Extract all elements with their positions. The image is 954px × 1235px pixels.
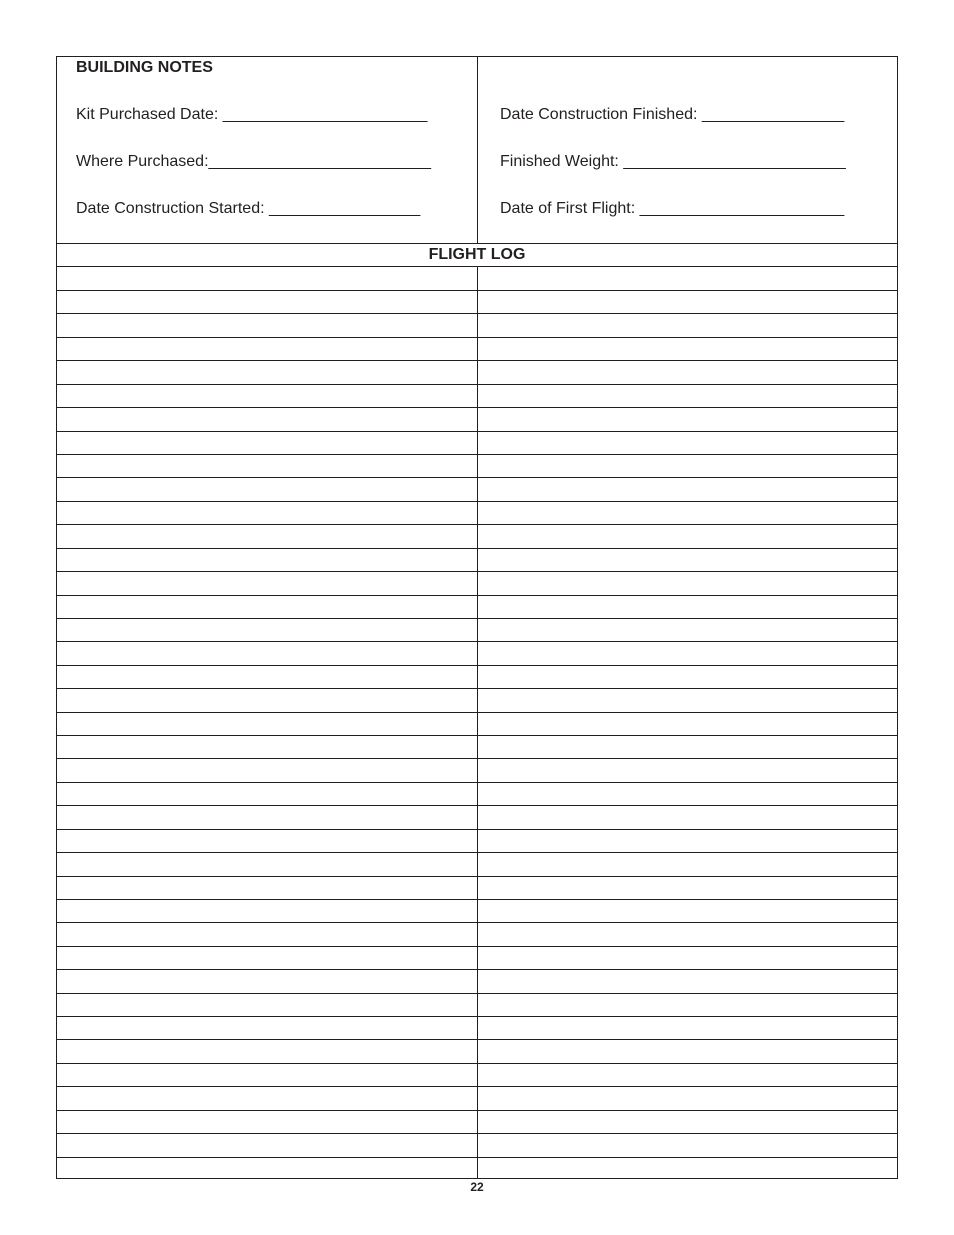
log-row-line	[57, 852, 897, 853]
log-row-line	[57, 876, 897, 877]
log-row-line	[57, 313, 897, 314]
log-row-line	[57, 946, 897, 947]
log-row-line	[57, 969, 897, 970]
log-row-line	[57, 641, 897, 642]
kit-purchased-date-field[interactable]: Kit Purchased Date: _______________________	[76, 106, 428, 123]
finished-weight-field[interactable]: Finished Weight: _________________________	[500, 153, 846, 170]
log-row-line	[57, 571, 897, 572]
log-row-line	[57, 735, 897, 736]
log-row-line	[57, 618, 897, 619]
log-row-line	[57, 993, 897, 994]
log-row-line	[57, 922, 897, 923]
log-row-line	[57, 337, 897, 338]
log-row-line	[57, 758, 897, 759]
log-row-line	[57, 829, 897, 830]
log-row-line	[57, 899, 897, 900]
log-row-line	[57, 454, 897, 455]
flight-log-header	[57, 244, 897, 267]
log-row-line	[57, 805, 897, 806]
form-frame	[56, 56, 898, 1179]
log-row-line	[57, 524, 897, 525]
log-row-line	[57, 431, 897, 432]
log-row-line	[57, 407, 897, 408]
log-row-line	[57, 548, 897, 549]
building-notes-title: BUILDING NOTES	[76, 59, 213, 76]
log-row-line	[57, 501, 897, 502]
log-row-line	[57, 782, 897, 783]
log-row-line	[57, 688, 897, 689]
log-row-line	[57, 595, 897, 596]
log-row-line	[57, 1110, 897, 1111]
date-of-first-flight-field[interactable]: Date of First Flight: _______________________	[500, 200, 845, 217]
building-notes-section	[57, 57, 897, 244]
flight-log-title: FLIGHT LOG	[428, 246, 526, 263]
log-row-line	[57, 665, 897, 666]
log-row-line	[57, 1016, 897, 1017]
where-purchased-field[interactable]: Where Purchased:_________________________	[76, 153, 431, 170]
date-construction-started-field[interactable]: Date Construction Started: _________________	[76, 200, 421, 217]
log-row-line	[57, 1086, 897, 1087]
log-row-line	[57, 1133, 897, 1134]
log-row-line	[57, 1063, 897, 1064]
flight-log-column-divider	[477, 267, 478, 1178]
column-divider	[477, 57, 478, 243]
log-row-line	[57, 712, 897, 713]
log-row-line	[57, 1039, 897, 1040]
log-row-line	[57, 290, 897, 291]
page-number: 22	[470, 1180, 484, 1194]
log-row-line	[57, 384, 897, 385]
log-row-line	[57, 477, 897, 478]
log-row-line	[57, 1157, 897, 1158]
date-construction-finished-field[interactable]: Date Construction Finished: ________________	[500, 106, 845, 123]
log-row-line	[57, 360, 897, 361]
